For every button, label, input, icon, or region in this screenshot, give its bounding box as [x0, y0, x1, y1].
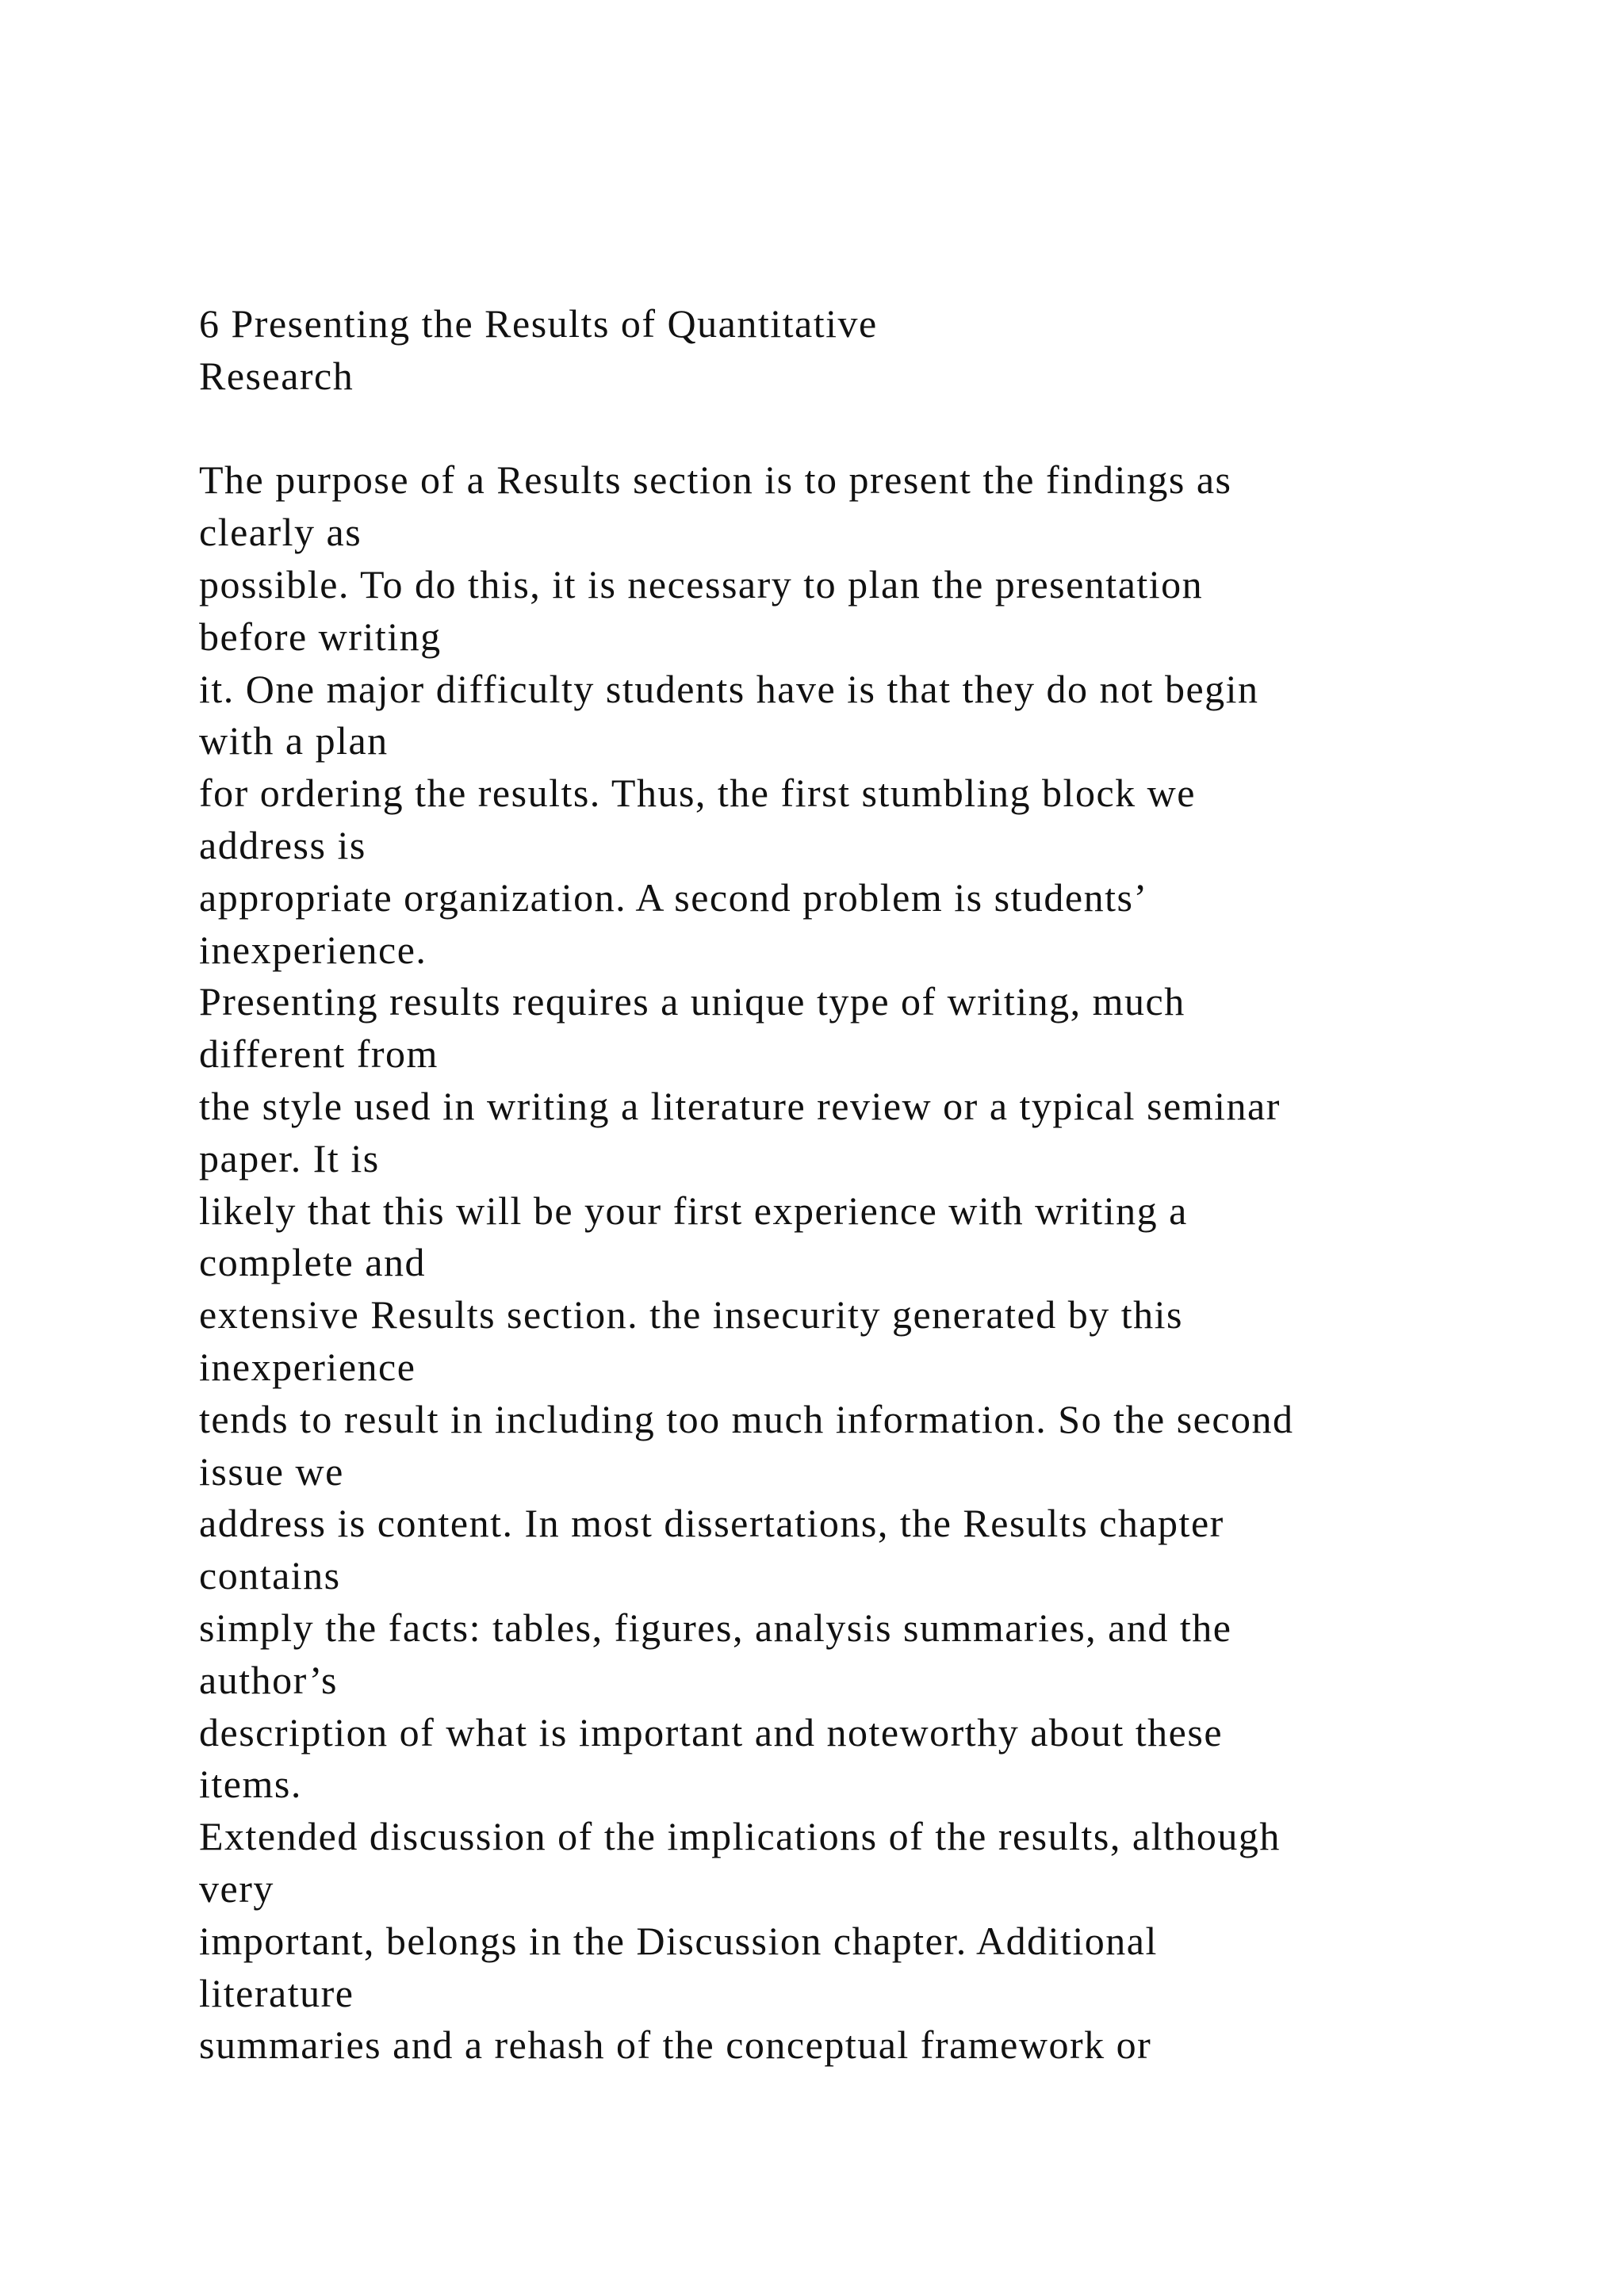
body-line: for ordering the results. Thus, the first stumbling block we — [199, 771, 1196, 816]
body-line: Presenting results requires a unique type of writing, much — [199, 979, 1185, 1024]
body-line: possible. To do this, it is necessary to plan the presentation — [199, 561, 1204, 607]
body-line: very — [199, 1866, 274, 1911]
body-line: summaries and a rehash of the conceptual framework or — [199, 2022, 1152, 2068]
body-line: with a plan — [199, 718, 389, 763]
body-line: important, belongs in the Discussion chapter. Additional — [199, 1918, 1158, 1963]
body-line: contains — [199, 1553, 341, 1598]
body-line: tends to result in including too much information. So the second — [199, 1396, 1294, 1441]
body-line: Extended discussion of the implications of the results, although — [199, 1814, 1281, 1859]
body-line: address is content. In most dissertations, the Results chapter — [199, 1501, 1224, 1546]
title-line: 6 Presenting the Results of Quantitative — [199, 301, 878, 346]
body-line: different from — [199, 1031, 439, 1077]
body-line: paper. It is — [199, 1135, 380, 1181]
document-text — [199, 298, 1563, 2072]
body-line: complete and — [199, 1240, 426, 1285]
body-line: inexperience — [199, 1344, 416, 1389]
body-line: simply the facts: tables, figures, analysis summaries, and the — [199, 1605, 1232, 1650]
body-line: appropriate organization. A second problem is students’ — [199, 874, 1148, 920]
body-line: The purpose of a Results section is to present the findings as — [199, 457, 1232, 503]
body-line: description of what is important and noteworthy about these — [199, 1709, 1224, 1755]
body-line: inexperience. — [199, 927, 427, 972]
body-line: literature — [199, 1970, 354, 2015]
body-line: address is — [199, 822, 366, 867]
body-line: before writing — [199, 614, 442, 659]
body-line: items. — [199, 1762, 302, 1807]
paragraph-gap — [199, 403, 1563, 455]
body-line: extensive Results section. the insecurity generated by this — [199, 1292, 1183, 1337]
body-line: author’s — [199, 1657, 338, 1702]
body-line: the style used in writing a literature review or a typical seminar — [199, 1083, 1281, 1128]
body-line: it. One major difficulty students have is that they do not begin — [199, 666, 1259, 711]
body-line: issue we — [199, 1448, 344, 1494]
title-line: Research — [199, 353, 354, 398]
body-line: clearly as — [199, 510, 362, 555]
body-line: likely that this will be your first experience with writing a — [199, 1188, 1188, 1233]
